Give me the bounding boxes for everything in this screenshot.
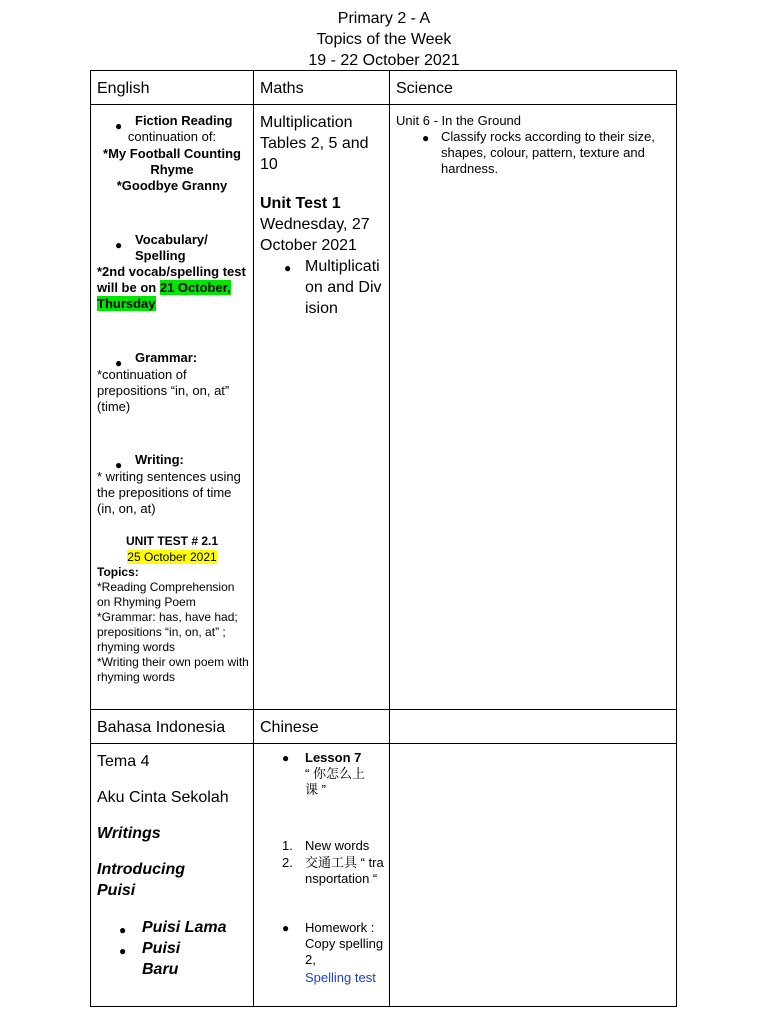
vocab-note: *2nd vocab/spelling test will be on 21 October, Thursday <box>97 264 246 311</box>
spelling-test-link[interactable]: Spelling test <box>305 970 376 985</box>
subject-header-row-2 <box>91 710 677 744</box>
maths-topic: Multiplication Tables 2, 5 and 10 <box>260 114 369 173</box>
week-dates: 19 - 22 October 2021 <box>308 52 460 69</box>
topics-list <box>97 580 249 685</box>
empty-cell <box>390 744 676 1006</box>
fiction-item-2: *Goodbye Granny <box>116 178 228 193</box>
maths-test-item: Multiplication and Division <box>305 258 382 317</box>
vocab-heading: Vocabulary/ Spelling <box>135 232 208 263</box>
chinese-lesson-title: “ 你怎么上课 ” <box>305 766 365 797</box>
bullet-icon: ● <box>119 944 127 958</box>
bullet-icon: ● <box>284 261 292 275</box>
bullet-icon: ● <box>115 238 123 252</box>
grammar-text: *continuation of prepositions “in, on, at” (time) <box>97 367 230 414</box>
science-unit: Unit 6 - In the Ground <box>396 113 522 128</box>
chinese-new-words: New words <box>305 838 370 853</box>
subject-bahasa: Bahasa Indonesia <box>97 719 226 736</box>
bullet-icon: ● <box>115 356 123 370</box>
topics-table <box>90 70 677 1007</box>
maths-cell <box>254 105 389 709</box>
unit-test-date-row <box>91 550 253 565</box>
chinese-homework: Homework : Copy spelling 2, <box>305 920 384 967</box>
page-title: Topics of the Week <box>316 31 452 48</box>
numbered-marker: 2. <box>282 855 293 870</box>
numbered-marker: 1. <box>282 838 293 853</box>
subject-empty <box>390 710 676 743</box>
writing-text: * writing sentences using the prepositions of time (in, on, at) <box>97 469 241 516</box>
vocab-test-date: 21 October, Thursday <box>97 280 231 311</box>
bahasa-title: Aku Cinta Sekolah <box>97 789 229 806</box>
bahasa-introducing: Introducing Puisi <box>97 861 185 899</box>
topics-label: Topics: <box>97 565 139 579</box>
topics-row-1 <box>91 105 677 710</box>
bahasa-item-2: Puisi Baru <box>142 940 181 978</box>
chinese-cell <box>254 744 389 1006</box>
maths-unit-test: Unit Test 1 <box>260 195 341 212</box>
chinese-lesson: Lesson 7 <box>305 750 362 765</box>
science-item: Classify rocks according to their size, shapes, colour, pattern, texture and hardness. <box>441 129 655 176</box>
class-name: Primary 2 - A <box>337 10 431 27</box>
topic-item: *Writing their own poem with rhyming words <box>97 655 249 684</box>
topic-item: *Grammar: has, have had; prepositions “in, on, at” ; rhyming words <box>97 610 238 654</box>
bullet-icon: ● <box>115 119 123 133</box>
subject-chinese: Chinese <box>260 719 319 736</box>
unit-test-title: UNIT TEST # 2.1 <box>125 534 219 548</box>
bullet-icon: ● <box>119 923 127 937</box>
unit-test-date: 25 October 2021 <box>127 550 217 564</box>
bahasa-cell <box>91 744 253 1006</box>
topic-item: *Reading Comprehension on Rhyming Poem <box>97 580 235 609</box>
bullet-icon: ● <box>282 751 290 765</box>
writing-heading: Writing: <box>135 452 184 467</box>
bahasa-tema: Tema 4 <box>97 753 150 770</box>
bullet-icon: ● <box>115 458 123 472</box>
bullet-icon: ● <box>282 921 290 935</box>
topics-row-2 <box>91 744 677 1007</box>
maths-test-date: Wednesday, 27 October 2021 <box>260 216 370 254</box>
chinese-transport: 交通工具 “ transportation “ <box>305 855 384 886</box>
subject-maths: Maths <box>260 80 304 97</box>
english-cell <box>91 105 253 709</box>
fiction-sub: continuation of: <box>127 129 217 144</box>
science-cell <box>390 105 676 709</box>
subject-header-row-1 <box>91 71 677 105</box>
subject-science: Science <box>396 80 453 97</box>
grammar-heading: Grammar: <box>135 350 198 365</box>
bahasa-item-1: Puisi Lama <box>142 919 227 936</box>
subject-english: English <box>97 80 150 97</box>
fiction-heading: Fiction Reading <box>135 113 233 128</box>
bahasa-writings: Writings <box>97 825 161 842</box>
bullet-icon: ● <box>422 131 430 145</box>
fiction-item-1: *My Football Counting Rhyme <box>103 146 241 177</box>
